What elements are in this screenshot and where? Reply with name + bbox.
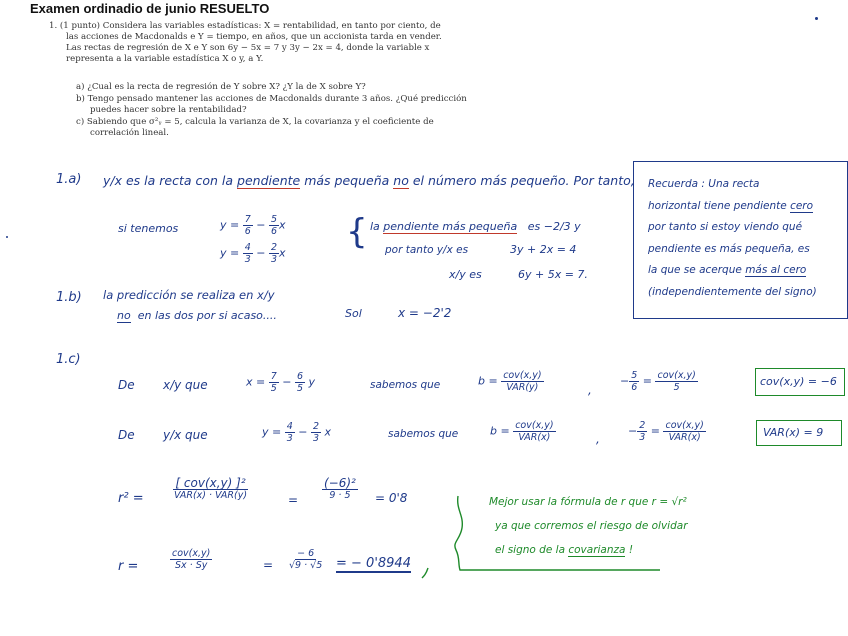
row2-comma: , xyxy=(596,432,600,446)
text: es −2/3 y xyxy=(527,220,581,233)
part-b: b) Tengo pensado mantener las acciones de Macdonalds durante 3 años. ¿Qué predicción xyxy=(76,94,467,104)
note-pendiente xyxy=(370,220,581,233)
reminder-text xyxy=(648,174,817,303)
boxed-cov xyxy=(755,368,845,396)
problem-line: representa a la variable estadística X o y, a Y. xyxy=(66,54,264,64)
row1-sabemos: sabemos que xyxy=(370,379,441,391)
row1-slope: − $\frac{5}{6}$ = $\frac{\text{cov(x,y)}}{5}$ xyxy=(620,370,696,393)
word-no: no xyxy=(393,173,409,188)
r-eq: = xyxy=(263,558,274,572)
sol-value: x = −2'2 xyxy=(398,306,452,320)
fraction: $\frac{\text{cov(x,y)}}{\text{VAR(x)}}$ xyxy=(515,420,554,443)
row2-eq: y = $\frac{4}{3}$ − $\frac{2}{3}$ x xyxy=(262,421,332,444)
boxed-var xyxy=(756,420,842,446)
text: − xyxy=(252,246,269,260)
fraction: $\frac{\text{cov(x,y)}}{\text{VAR(x)}}$ xyxy=(665,420,704,443)
text: y = xyxy=(220,218,243,232)
fraction: $\frac{5}{6}$ xyxy=(271,214,278,237)
row2-sabemos: sabemos que xyxy=(388,428,459,440)
r-result: = − 0'8944 xyxy=(336,556,411,571)
word-covarianza: covarianza xyxy=(568,544,626,556)
brace: { xyxy=(346,212,368,252)
pendiente-mas-pequena: pendiente más pequeña xyxy=(383,220,518,233)
label-xy: x/y es xyxy=(449,268,482,281)
problem-line: 1. (1 punto) Considera las variables estadísticas: X = rentabilidad, en tanto por ciento, de xyxy=(49,21,441,31)
fraction: $\frac{6}{5}$ xyxy=(297,371,304,394)
line-1b: la predicción se realiza en x/y xyxy=(103,288,275,302)
eq-2 xyxy=(220,242,286,265)
text: el número más pequeño. Por tanto, xyxy=(412,173,635,188)
row1-rect: x/y que xyxy=(163,378,208,392)
text: y = xyxy=(220,246,243,260)
reminder-line: horizontal tiene pendiente cero xyxy=(648,199,814,212)
word-pendiente: pendiente xyxy=(237,173,301,188)
row1-b: b = $\frac{\text{cov(x,y)}}{\text{VAR(y)}}$ xyxy=(478,370,542,393)
r-frac2 xyxy=(287,548,324,571)
text: − xyxy=(252,218,269,232)
green-line: el signo de la covarianza ! xyxy=(495,544,634,556)
row2-b: b = $\frac{\text{cov(x,y)}}{\text{VAR(x)}}$ xyxy=(490,420,554,443)
eq-1 xyxy=(220,214,286,237)
result-yx: 3y + 2x = 4 xyxy=(510,243,577,256)
reminder-box xyxy=(633,161,848,319)
r-frac xyxy=(170,548,212,571)
fraction: $\frac{7}{6}$ xyxy=(244,214,251,237)
part-c: c) Sabiendo que σ²ᵧ = 5, calcula la varianza de X, la covarianza y el coeficiente de xyxy=(76,117,434,127)
si-tenemos: si tenemos xyxy=(118,222,179,235)
stray-dot xyxy=(6,236,8,238)
boxed-var-text: VAR(x) = 9 xyxy=(763,426,824,439)
fraction: $\frac{7}{5}$ xyxy=(270,371,277,394)
boxed-cov-text: cov(x,y) = −6 xyxy=(760,375,837,388)
fraction: $\frac{\text{[ cov(x,y) ]²}}{\text{VAR(x) · VAR(y)}}$ xyxy=(174,476,248,501)
fraction: $\frac{\text{(−6)²}}{9 \cdot 5}$ xyxy=(324,476,356,501)
row1-eq: x = $\frac{7}{5}$ − $\frac{6}{5}$ y xyxy=(246,371,316,394)
row2-rect: y/x que xyxy=(163,428,208,442)
fraction: $\frac{2}{3}$ xyxy=(313,421,320,444)
problem-line: las acciones de Macdonalds e Y = tiempo, en años, que un accionista tarda en vender. xyxy=(66,32,442,42)
fraction: $\frac{\text{cov(x,y)}}{Sx \cdot Sy}$ xyxy=(172,548,211,571)
row1-de: De xyxy=(118,378,135,392)
text: y/x es la recta con la xyxy=(103,173,234,188)
line-1a xyxy=(103,173,635,188)
text: x xyxy=(279,246,286,260)
row1-comma: , xyxy=(588,383,592,397)
part-a: a) ¿Cual es la recta de regresión de Y sobre X? ¿Y la de X sobre Y? xyxy=(76,82,366,92)
label-1a: 1.a) xyxy=(56,172,82,187)
text: la xyxy=(370,220,380,233)
green-line: Mejor usar la fórmula de r que r = √r² xyxy=(489,496,687,508)
word-cero: cero xyxy=(790,199,814,212)
sol-label: Sol xyxy=(345,307,362,320)
r-lhs: r = xyxy=(118,559,139,574)
fraction: $\frac{2}{3}$ xyxy=(271,242,278,265)
problem-intro xyxy=(49,21,442,65)
reminder-line: la que se acerque más al cero xyxy=(648,264,807,276)
line-1b-2 xyxy=(117,309,277,322)
word-mas-al-cero: más al cero xyxy=(745,264,807,276)
r2-eq: = xyxy=(288,493,299,507)
r2-lhs: r² = xyxy=(118,491,144,506)
label-1c: 1.c) xyxy=(56,352,81,367)
part-c-cont: correlación lineal. xyxy=(90,128,169,138)
reminder-line: por tanto si estoy viendo qué xyxy=(648,221,803,233)
label-1b: 1.b) xyxy=(56,290,82,305)
green-note xyxy=(489,490,688,562)
row2-slope: − $\frac{2}{3}$ = $\frac{\text{cov(x,y)}}{\text{VAR(x)}}$ xyxy=(628,420,704,443)
r2-frac xyxy=(172,478,249,501)
r2-frac2 xyxy=(322,478,358,501)
text: en las dos por si acaso.... xyxy=(137,309,277,322)
row2-de: De xyxy=(118,428,135,442)
reminder-line: pendiente es más pequeña, es xyxy=(648,242,810,255)
green-line: ya que corremos el riesgo de olvidar xyxy=(495,520,688,532)
problem-line: Las rectas de regresión de X e Y son 6y − 5x = 7 y 3y − 2x = 4, donde la variable x xyxy=(66,43,430,53)
page-title: Examen ordinadio de junio RESUELTO xyxy=(30,1,270,16)
fraction: $\frac{4}{3}$ xyxy=(286,421,293,444)
fraction: $\frac{- 6}{√9 \cdot √5}$ xyxy=(289,548,323,571)
fraction: $\frac{\text{cov(x,y)}}{5}$ xyxy=(657,370,696,393)
stray-dot xyxy=(815,17,818,20)
part-b-cont: puedes hacer sobre la rentabilidad? xyxy=(90,105,247,115)
result-xy: 6y + 5x = 7. xyxy=(518,268,588,281)
fraction: $\frac{4}{3}$ xyxy=(244,242,251,265)
fraction: $\frac{5}{6}$ xyxy=(631,370,638,393)
r2-result: = 0'8 xyxy=(375,491,408,505)
fraction: $\frac{\text{cov(x,y)}}{\text{VAR(y)}}$ xyxy=(503,370,542,393)
word-no: no xyxy=(117,309,131,322)
note-por-tanto: por tanto y/x es xyxy=(385,244,469,256)
reminder-line: (independientemente del signo) xyxy=(648,285,817,298)
fraction: $\frac{2}{3}$ xyxy=(639,420,646,443)
reminder-line: Recuerda : Una recta xyxy=(648,178,760,190)
problem-parts xyxy=(76,82,467,139)
text: x xyxy=(279,218,286,232)
text: más pequeña xyxy=(304,173,390,188)
